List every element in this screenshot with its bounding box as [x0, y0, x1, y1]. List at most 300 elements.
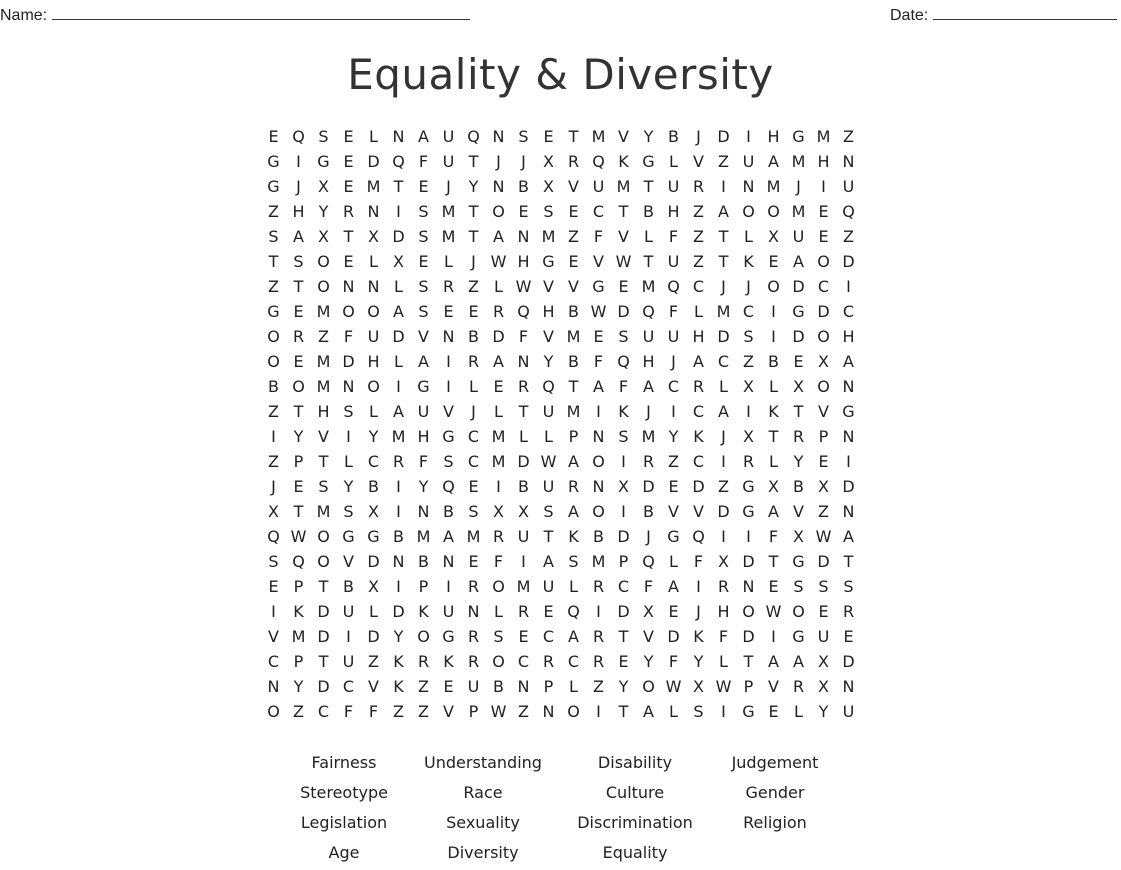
grid-letter[interactable]: O: [492, 652, 505, 671]
grid-letter[interactable]: N: [392, 552, 405, 571]
grid-letter[interactable]: X: [718, 552, 729, 571]
grid-letter[interactable]: X: [543, 152, 554, 171]
grid-letter[interactable]: W: [715, 677, 732, 696]
grid-letter[interactable]: V: [543, 327, 554, 346]
grid-letter[interactable]: H: [517, 252, 530, 271]
grid-letter[interactable]: S: [493, 627, 504, 646]
grid-letter[interactable]: E: [343, 127, 354, 146]
grid-letter[interactable]: Z: [668, 452, 679, 471]
grid-letter[interactable]: R: [792, 677, 805, 696]
grid-letter[interactable]: T: [568, 377, 579, 396]
grid-letter[interactable]: Y: [393, 627, 404, 646]
grid-letter[interactable]: X: [768, 227, 779, 246]
grid-letter[interactable]: B: [793, 477, 804, 496]
grid-letter[interactable]: X: [743, 377, 754, 396]
grid-letter[interactable]: W: [665, 677, 682, 696]
grid-letter[interactable]: Z: [693, 202, 704, 221]
grid-letter[interactable]: G: [267, 302, 280, 321]
grid-letter[interactable]: A: [443, 527, 454, 546]
grid-letter[interactable]: T: [793, 402, 804, 421]
grid-letter[interactable]: G: [267, 152, 280, 171]
grid-letter[interactable]: D: [842, 252, 855, 271]
grid-letter[interactable]: B: [443, 502, 454, 521]
grid-letter[interactable]: B: [468, 327, 479, 346]
grid-letter[interactable]: Y: [693, 652, 704, 671]
grid-letter[interactable]: I: [396, 377, 401, 396]
grid-letter[interactable]: C: [742, 302, 755, 321]
grid-letter[interactable]: E: [493, 377, 504, 396]
grid-letter[interactable]: U: [517, 527, 530, 546]
grid-letter[interactable]: Y: [643, 652, 654, 671]
grid-letter[interactable]: I: [271, 602, 276, 621]
grid-letter[interactable]: X: [643, 602, 654, 621]
grid-letter[interactable]: E: [443, 302, 454, 321]
grid-letter[interactable]: D: [392, 227, 405, 246]
grid-letter[interactable]: Z: [718, 152, 729, 171]
grid-letter[interactable]: J: [271, 477, 276, 496]
grid-letter[interactable]: L: [444, 252, 453, 271]
grid-letter[interactable]: C: [692, 452, 705, 471]
grid-letter[interactable]: T: [743, 652, 754, 671]
grid-letter[interactable]: B: [268, 377, 279, 396]
grid-letter[interactable]: D: [742, 552, 755, 571]
grid-letter[interactable]: A: [843, 527, 854, 546]
grid-letter[interactable]: L: [719, 652, 728, 671]
grid-letter[interactable]: L: [369, 602, 378, 621]
grid-letter[interactable]: L: [469, 377, 478, 396]
grid-letter[interactable]: I: [296, 152, 301, 171]
grid-letter[interactable]: U: [742, 152, 755, 171]
grid-letter[interactable]: K: [418, 602, 429, 621]
grid-letter[interactable]: Q: [542, 377, 555, 396]
grid-letter[interactable]: E: [293, 477, 304, 496]
grid-letter[interactable]: B: [643, 502, 654, 521]
grid-letter[interactable]: Q: [617, 352, 630, 371]
grid-letter[interactable]: D: [617, 302, 630, 321]
grid-letter[interactable]: H: [817, 152, 830, 171]
grid-letter[interactable]: N: [267, 677, 280, 696]
grid-letter[interactable]: U: [542, 402, 555, 421]
grid-letter[interactable]: H: [767, 127, 780, 146]
grid-letter[interactable]: V: [668, 502, 679, 521]
grid-letter[interactable]: D: [367, 627, 380, 646]
grid-letter[interactable]: I: [446, 377, 451, 396]
grid-letter[interactable]: M: [591, 552, 606, 571]
grid-letter[interactable]: Z: [518, 702, 529, 721]
grid-letter[interactable]: O: [642, 677, 655, 696]
grid-letter[interactable]: U: [442, 602, 455, 621]
grid-letter[interactable]: W: [290, 527, 307, 546]
grid-letter[interactable]: A: [718, 202, 729, 221]
grid-letter[interactable]: O: [567, 702, 580, 721]
grid-letter[interactable]: R: [492, 527, 505, 546]
grid-letter[interactable]: E: [418, 252, 429, 271]
grid-letter[interactable]: M: [791, 202, 806, 221]
grid-letter[interactable]: A: [543, 552, 554, 571]
grid-letter[interactable]: D: [317, 602, 330, 621]
grid-letter[interactable]: K: [293, 602, 304, 621]
grid-letter[interactable]: I: [771, 627, 776, 646]
grid-letter[interactable]: Z: [268, 402, 279, 421]
grid-letter[interactable]: J: [671, 352, 676, 371]
grid-letter[interactable]: W: [590, 302, 607, 321]
grid-letter[interactable]: N: [742, 177, 755, 196]
grid-letter[interactable]: N: [342, 377, 355, 396]
grid-letter[interactable]: I: [521, 552, 526, 571]
grid-letter[interactable]: D: [392, 327, 405, 346]
grid-letter[interactable]: E: [768, 252, 779, 271]
grid-letter[interactable]: V: [618, 127, 629, 146]
grid-letter[interactable]: Z: [268, 452, 279, 471]
grid-letter[interactable]: R: [342, 202, 355, 221]
grid-letter[interactable]: U: [642, 327, 655, 346]
grid-letter[interactable]: R: [642, 452, 655, 471]
grid-letter[interactable]: Q: [842, 202, 855, 221]
grid-letter[interactable]: S: [543, 202, 554, 221]
grid-letter[interactable]: N: [342, 277, 355, 296]
grid-letter[interactable]: F: [593, 227, 604, 246]
grid-letter[interactable]: T: [343, 227, 354, 246]
grid-letter[interactable]: S: [318, 477, 329, 496]
grid-letter[interactable]: M: [641, 427, 656, 446]
grid-letter[interactable]: E: [818, 202, 829, 221]
grid-letter[interactable]: N: [492, 177, 505, 196]
grid-letter[interactable]: A: [593, 377, 604, 396]
grid-letter[interactable]: S: [318, 127, 329, 146]
grid-letter[interactable]: M: [316, 352, 331, 371]
grid-letter[interactable]: B: [568, 352, 579, 371]
grid-letter[interactable]: E: [618, 652, 629, 671]
grid-letter[interactable]: I: [496, 477, 501, 496]
grid-letter[interactable]: I: [846, 452, 851, 471]
grid-letter[interactable]: D: [367, 152, 380, 171]
grid-letter[interactable]: D: [742, 627, 755, 646]
grid-letter[interactable]: E: [818, 227, 829, 246]
grid-letter[interactable]: G: [342, 527, 355, 546]
grid-letter[interactable]: H: [717, 602, 730, 621]
grid-letter[interactable]: U: [542, 477, 555, 496]
grid-letter[interactable]: D: [842, 477, 855, 496]
grid-letter[interactable]: P: [743, 677, 754, 696]
grid-letter[interactable]: M: [541, 227, 556, 246]
grid-letter[interactable]: K: [768, 402, 779, 421]
grid-letter[interactable]: S: [818, 577, 829, 596]
grid-letter[interactable]: X: [818, 352, 829, 371]
grid-letter[interactable]: E: [543, 602, 554, 621]
grid-letter[interactable]: L: [544, 427, 553, 446]
grid-letter[interactable]: O: [792, 602, 805, 621]
grid-letter[interactable]: Q: [517, 302, 530, 321]
grid-letter[interactable]: D: [692, 477, 705, 496]
grid-letter[interactable]: D: [617, 602, 630, 621]
grid-letter[interactable]: G: [742, 702, 755, 721]
grid-letter[interactable]: U: [542, 577, 555, 596]
grid-letter[interactable]: S: [618, 327, 629, 346]
grid-letter[interactable]: V: [568, 177, 579, 196]
grid-letter[interactable]: K: [618, 152, 629, 171]
grid-letter[interactable]: T: [293, 277, 304, 296]
grid-letter[interactable]: L: [369, 127, 378, 146]
grid-letter[interactable]: A: [568, 452, 579, 471]
grid-letter[interactable]: R: [517, 377, 530, 396]
grid-letter[interactable]: I: [396, 477, 401, 496]
grid-letter[interactable]: E: [668, 477, 679, 496]
grid-letter[interactable]: V: [318, 427, 329, 446]
grid-letter[interactable]: I: [446, 577, 451, 596]
grid-letter[interactable]: E: [793, 352, 804, 371]
grid-letter[interactable]: I: [821, 177, 826, 196]
grid-letter[interactable]: V: [593, 252, 604, 271]
grid-letter[interactable]: E: [818, 602, 829, 621]
grid-letter[interactable]: V: [343, 552, 354, 571]
grid-letter[interactable]: G: [742, 502, 755, 521]
grid-letter[interactable]: E: [293, 352, 304, 371]
grid-letter[interactable]: K: [393, 677, 404, 696]
grid-letter[interactable]: M: [466, 527, 481, 546]
grid-letter[interactable]: J: [471, 402, 476, 421]
grid-letter[interactable]: D: [667, 627, 680, 646]
grid-letter[interactable]: M: [591, 127, 606, 146]
grid-letter[interactable]: G: [792, 302, 805, 321]
grid-letter[interactable]: R: [492, 302, 505, 321]
grid-letter[interactable]: E: [343, 252, 354, 271]
name-field[interactable]: [0, 3, 470, 25]
grid-letter[interactable]: S: [343, 502, 354, 521]
grid-letter[interactable]: Q: [692, 527, 705, 546]
grid-letter[interactable]: T: [393, 177, 404, 196]
grid-letter[interactable]: F: [418, 452, 429, 471]
grid-letter[interactable]: X: [318, 177, 329, 196]
grid-letter[interactable]: Z: [418, 702, 429, 721]
grid-letter[interactable]: C: [467, 427, 480, 446]
grid-letter[interactable]: V: [543, 277, 554, 296]
grid-letter[interactable]: S: [268, 227, 279, 246]
grid-letter[interactable]: S: [543, 502, 554, 521]
grid-letter[interactable]: G: [792, 127, 805, 146]
grid-letter[interactable]: W: [490, 252, 507, 271]
grid-letter[interactable]: I: [621, 452, 626, 471]
grid-letter[interactable]: J: [296, 177, 301, 196]
grid-letter[interactable]: R: [392, 452, 405, 471]
grid-letter[interactable]: I: [721, 702, 726, 721]
grid-letter[interactable]: P: [818, 427, 829, 446]
grid-letter[interactable]: J: [721, 277, 726, 296]
grid-letter[interactable]: Y: [543, 352, 554, 371]
grid-letter[interactable]: S: [268, 552, 279, 571]
grid-letter[interactable]: N: [442, 552, 455, 571]
grid-letter[interactable]: S: [693, 702, 704, 721]
grid-letter[interactable]: N: [842, 377, 855, 396]
grid-letter[interactable]: O: [367, 302, 380, 321]
grid-letter[interactable]: M: [291, 627, 306, 646]
grid-letter[interactable]: R: [542, 652, 555, 671]
grid-letter[interactable]: A: [768, 152, 779, 171]
grid-letter[interactable]: E: [343, 152, 354, 171]
grid-letter[interactable]: U: [842, 177, 855, 196]
grid-letter[interactable]: I: [721, 452, 726, 471]
grid-letter[interactable]: X: [368, 577, 379, 596]
grid-letter[interactable]: E: [768, 577, 779, 596]
grid-letter[interactable]: T: [293, 502, 304, 521]
grid-letter[interactable]: V: [793, 502, 804, 521]
grid-letter[interactable]: V: [618, 227, 629, 246]
grid-letter[interactable]: P: [568, 427, 579, 446]
grid-letter[interactable]: Q: [392, 152, 405, 171]
grid-letter[interactable]: C: [592, 202, 605, 221]
grid-letter[interactable]: U: [842, 702, 855, 721]
grid-letter[interactable]: A: [418, 352, 429, 371]
grid-letter[interactable]: A: [693, 352, 704, 371]
grid-letter[interactable]: J: [696, 602, 701, 621]
grid-letter[interactable]: X: [818, 677, 829, 696]
grid-letter[interactable]: E: [468, 552, 479, 571]
grid-letter[interactable]: T: [318, 452, 329, 471]
grid-letter[interactable]: T: [268, 252, 279, 271]
grid-letter[interactable]: O: [367, 377, 380, 396]
grid-letter[interactable]: T: [468, 202, 479, 221]
grid-letter[interactable]: H: [667, 202, 680, 221]
grid-letter[interactable]: U: [467, 677, 480, 696]
grid-letter[interactable]: E: [618, 277, 629, 296]
grid-letter[interactable]: R: [417, 652, 430, 671]
grid-letter[interactable]: T: [568, 127, 579, 146]
grid-letter[interactable]: T: [718, 227, 729, 246]
grid-letter[interactable]: I: [596, 602, 601, 621]
grid-letter[interactable]: I: [396, 202, 401, 221]
grid-letter[interactable]: I: [346, 627, 351, 646]
grid-letter[interactable]: Y: [418, 477, 429, 496]
grid-letter[interactable]: R: [692, 177, 705, 196]
grid-letter[interactable]: L: [669, 152, 678, 171]
grid-letter[interactable]: M: [816, 127, 831, 146]
grid-letter[interactable]: C: [617, 577, 630, 596]
grid-letter[interactable]: C: [267, 652, 280, 671]
grid-letter[interactable]: X: [493, 502, 504, 521]
grid-letter[interactable]: Y: [643, 127, 654, 146]
grid-letter[interactable]: U: [792, 227, 805, 246]
date-blank-line[interactable]: [933, 3, 1117, 20]
grid-letter[interactable]: F: [668, 227, 679, 246]
grid-letter[interactable]: S: [443, 452, 454, 471]
grid-letter[interactable]: U: [442, 152, 455, 171]
grid-letter[interactable]: I: [346, 427, 351, 446]
grid-letter[interactable]: L: [719, 377, 728, 396]
grid-letter[interactable]: M: [316, 377, 331, 396]
grid-letter[interactable]: A: [643, 377, 654, 396]
grid-letter[interactable]: L: [769, 377, 778, 396]
grid-letter[interactable]: E: [543, 127, 554, 146]
grid-letter[interactable]: I: [621, 502, 626, 521]
grid-letter[interactable]: N: [517, 352, 530, 371]
grid-letter[interactable]: M: [641, 277, 656, 296]
grid-letter[interactable]: L: [394, 352, 403, 371]
grid-letter[interactable]: T: [293, 402, 304, 421]
grid-letter[interactable]: D: [617, 527, 630, 546]
grid-letter[interactable]: X: [518, 502, 529, 521]
grid-letter[interactable]: M: [416, 527, 431, 546]
grid-letter[interactable]: O: [817, 252, 830, 271]
grid-letter[interactable]: N: [367, 202, 380, 221]
grid-letter[interactable]: R: [467, 577, 480, 596]
grid-letter[interactable]: L: [769, 452, 778, 471]
grid-letter[interactable]: U: [667, 327, 680, 346]
grid-letter[interactable]: A: [393, 302, 404, 321]
grid-letter[interactable]: W: [515, 277, 532, 296]
grid-letter[interactable]: T: [618, 627, 629, 646]
grid-letter[interactable]: Y: [293, 427, 304, 446]
grid-letter[interactable]: O: [592, 452, 605, 471]
grid-letter[interactable]: F: [518, 327, 529, 346]
grid-letter[interactable]: Z: [743, 352, 754, 371]
grid-letter[interactable]: C: [717, 352, 730, 371]
grid-letter[interactable]: N: [517, 227, 530, 246]
grid-letter[interactable]: S: [568, 552, 579, 571]
grid-letter[interactable]: G: [742, 477, 755, 496]
grid-letter[interactable]: D: [717, 127, 730, 146]
grid-letter[interactable]: G: [417, 377, 430, 396]
grid-letter[interactable]: E: [268, 127, 279, 146]
grid-letter[interactable]: V: [818, 402, 829, 421]
grid-letter[interactable]: A: [643, 702, 654, 721]
grid-letter[interactable]: J: [721, 427, 726, 446]
grid-letter[interactable]: X: [793, 527, 804, 546]
grid-letter[interactable]: O: [317, 527, 330, 546]
grid-letter[interactable]: X: [318, 227, 329, 246]
grid-letter[interactable]: E: [843, 627, 854, 646]
grid-letter[interactable]: A: [493, 227, 504, 246]
grid-letter[interactable]: T: [643, 177, 654, 196]
grid-letter[interactable]: U: [342, 602, 355, 621]
grid-letter[interactable]: L: [494, 277, 503, 296]
grid-letter[interactable]: E: [518, 627, 529, 646]
grid-letter[interactable]: F: [668, 652, 679, 671]
grid-letter[interactable]: U: [817, 627, 830, 646]
grid-letter[interactable]: C: [517, 652, 530, 671]
grid-letter[interactable]: G: [317, 152, 330, 171]
grid-letter[interactable]: M: [616, 177, 631, 196]
grid-letter[interactable]: N: [392, 127, 405, 146]
grid-letter[interactable]: H: [417, 427, 430, 446]
grid-letter[interactable]: B: [518, 477, 529, 496]
grid-letter[interactable]: A: [493, 352, 504, 371]
grid-letter[interactable]: J: [496, 152, 501, 171]
grid-letter[interactable]: Z: [818, 502, 829, 521]
grid-letter[interactable]: G: [642, 152, 655, 171]
grid-letter[interactable]: W: [490, 702, 507, 721]
grid-letter[interactable]: X: [818, 477, 829, 496]
grid-letter[interactable]: I: [396, 502, 401, 521]
grid-letter[interactable]: G: [267, 177, 280, 196]
grid-letter[interactable]: Z: [693, 252, 704, 271]
grid-letter[interactable]: M: [766, 177, 781, 196]
grid-letter[interactable]: C: [567, 652, 580, 671]
grid-letter[interactable]: R: [292, 327, 305, 346]
grid-letter[interactable]: Y: [318, 202, 329, 221]
grid-letter[interactable]: V: [693, 502, 704, 521]
grid-letter[interactable]: D: [792, 277, 805, 296]
grid-letter[interactable]: T: [768, 552, 779, 571]
grid-letter[interactable]: V: [768, 677, 779, 696]
grid-letter[interactable]: Y: [343, 477, 354, 496]
grid-letter[interactable]: T: [718, 252, 729, 271]
grid-letter[interactable]: H: [317, 402, 330, 421]
grid-letter[interactable]: W: [615, 252, 632, 271]
grid-letter[interactable]: I: [846, 277, 851, 296]
grid-letter[interactable]: N: [417, 502, 430, 521]
grid-letter[interactable]: D: [392, 602, 405, 621]
grid-letter[interactable]: M: [491, 452, 506, 471]
grid-letter[interactable]: S: [743, 327, 754, 346]
